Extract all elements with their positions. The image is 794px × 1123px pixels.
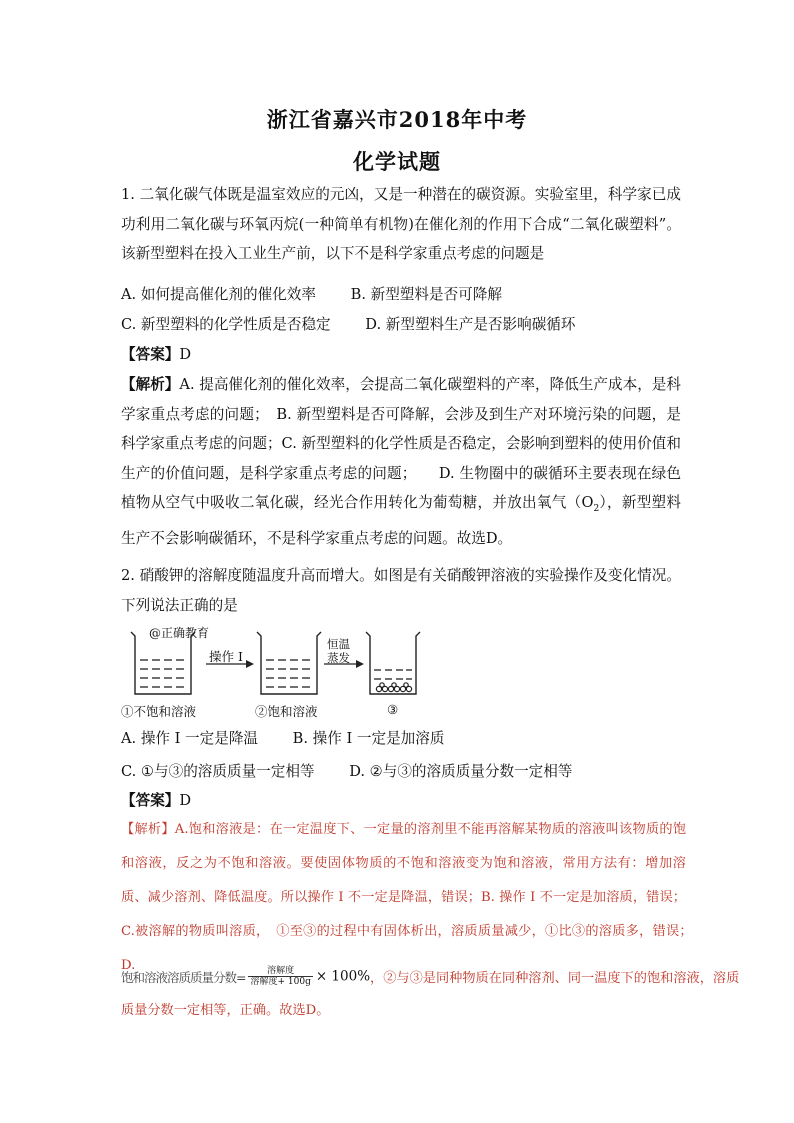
q2-answer-label: 【答案】 xyxy=(121,792,180,809)
q1-options-cd xyxy=(121,313,575,334)
q2-options-ab xyxy=(121,727,444,748)
q2-answer-value: D xyxy=(179,792,192,809)
q1-answer-value: D xyxy=(179,346,192,363)
beaker-1-label: ①不饱和溶液 xyxy=(121,704,197,719)
q1-analysis-label: 【解析】 xyxy=(121,376,180,393)
formula-numerator: 溶解度 xyxy=(248,966,312,977)
q1-answer xyxy=(121,343,191,364)
beaker-2 xyxy=(257,632,321,694)
beaker-2-label: ②饱和溶液 xyxy=(255,704,318,719)
formula-fraction xyxy=(248,966,312,987)
beaker-3-solution xyxy=(374,670,412,679)
q2-options-cd xyxy=(121,760,572,781)
figure-watermark: @正确教育 xyxy=(149,626,210,640)
arrow-2-label-top: 恒温 xyxy=(327,637,350,651)
q2-analysis-label: 【解析】 xyxy=(121,822,175,837)
q2-analysis-text: A.饱和溶液是：在一定温度下、一定量的溶剂里不能再溶解某物质的溶液叫该物质的饱和溶液，反之为不饱和溶液。要使固体物质的不饱和溶液变为饱和溶液，常用方法有：增加溶质、减少溶剂、降低温度。所以操作 I 不一定是降温，错误；B. 操作 I 不一定是加溶质，错误；C.被溶解的物质叫溶质， ①至③的过程中有固体析出，溶质质量减少，①比③的溶质多，错误； D. xyxy=(121,822,704,973)
q1-answer-label: 【答案】 xyxy=(121,346,180,363)
document-title: 浙江省嘉兴市2018年中考 xyxy=(266,107,528,132)
beaker-3-crystals xyxy=(376,683,411,692)
formula-denominator: 溶解度+ 100g xyxy=(250,977,311,987)
q2-analysis xyxy=(121,813,704,983)
q1-options-ab xyxy=(121,283,502,304)
q1-stem: 1. 二氧化碳气体既是温室效应的元凶，又是一种潜在的碳资源。实验室里，科学家已成功利用二氧化碳与环氧丙烷(一种简单有机物)在催化剂的作用下合成“二氧化碳塑料”。该新型塑料在投入工业生产前，以下不是科学家重点考虑的问题是 xyxy=(121,186,681,262)
q1-analysis-text1: A. 提高催化剂的催化效率，会提高二氧化碳塑料的产率，降低生产成本，是科学家重点考虑的问题； B. 新型塑料是否可降解，会涉及到生产对环境污染的问题，是科学家重点考虑的问题；C. 新型塑料的化学性质是否稳定，会影响到塑料的使用价值和生产的价值问题，是科学家重点考虑的问题； D. 生物圈中的碳循环主要表现在绿色植物从空气中吸收二氧化碳，经光合作用转化为葡萄糖，并放出氧气（O xyxy=(121,376,681,511)
q1-option-a: A. 如何提高催化剂的催化效率 xyxy=(121,286,316,303)
beaker-1-solution xyxy=(140,660,184,687)
q1-analysis xyxy=(121,370,681,554)
formula-lead: 饱和溶液溶质质量分数= xyxy=(121,969,246,985)
q1-analysis-text2: ），新型塑料生产不会影响碳循环，不是科学家重点考虑的问题。故选D。 xyxy=(121,494,681,548)
q2-answer xyxy=(121,789,191,810)
q2-option-c: C. ①与③的溶质质量一定相等 xyxy=(121,763,315,780)
beaker-3 xyxy=(366,632,420,694)
q2-option-d: D. ②与③的溶质质量分数一定相等 xyxy=(349,763,573,780)
beaker-figure xyxy=(121,624,421,719)
q2-option-a: A. 操作 I 一定是降温 xyxy=(121,730,259,747)
formula-percent: × 100% xyxy=(315,968,371,985)
formula-rest: ，②与③是同种物质在同种溶剂、同一温度下的饱和溶液，溶质 xyxy=(370,971,740,986)
arrow-1-label: 操作 I xyxy=(209,649,243,664)
q2-formula-line xyxy=(121,966,739,990)
q2-stem: 2. 硝酸钾的溶解度随温度升高而增大。如图是有关硝酸钾溶液的实验操作及变化情况。下列说法正确的是 xyxy=(121,567,681,614)
q2-analysis-end: 质量分数一定相等，正确。故选D。 xyxy=(121,1003,330,1018)
beaker-3-label: ③ xyxy=(387,702,399,717)
q2-option-b: B. 操作 I 一定是加溶质 xyxy=(292,730,445,747)
beaker-2-solution xyxy=(266,660,310,687)
q1-option-c: C. 新型塑料的化学性质是否稳定 xyxy=(121,316,331,333)
q1-analysis-sub: 2 xyxy=(593,503,600,514)
beaker-1 xyxy=(131,632,195,694)
q1-option-b: B. 新型塑料是否可降解 xyxy=(350,286,502,303)
document-subtitle: 化学试题 xyxy=(353,149,441,174)
q1-option-d: D. 新型塑料生产是否影响碳循环 xyxy=(365,316,576,333)
arrow-2-label-bottom: 蒸发 xyxy=(327,651,350,665)
